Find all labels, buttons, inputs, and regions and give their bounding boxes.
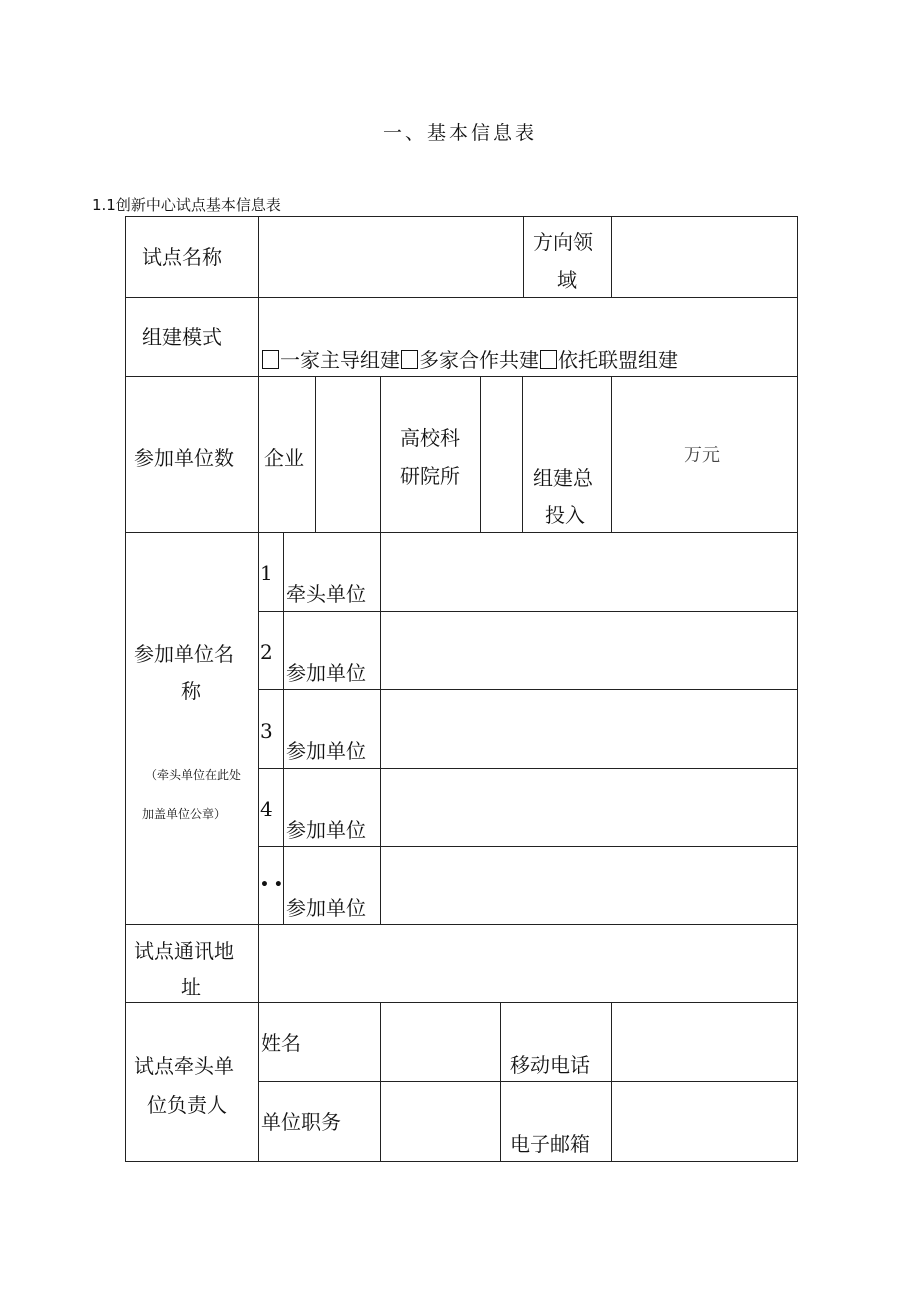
enterprise-count-field[interactable] xyxy=(316,377,380,532)
address-label-line1: 试点通讯地 xyxy=(134,939,234,963)
grid-line xyxy=(283,532,284,924)
checkbox[interactable] xyxy=(262,350,279,369)
build-mode-option-lead[interactable] xyxy=(261,342,400,378)
unit-names-label-line2: 称 xyxy=(181,679,201,703)
unit-row-role: 参加单位 xyxy=(286,818,366,842)
unit-count-label: 参加单位数 xyxy=(134,446,234,470)
unit-row-num: • • xyxy=(260,877,283,893)
unit-row-role: 参加单位 xyxy=(286,739,366,763)
seal-note-line1: （牵头单位在此处 xyxy=(145,768,242,782)
investment-unit: 万元 xyxy=(684,445,720,466)
page-heading: 一、基本信息表 xyxy=(382,122,537,144)
build-mode-label: 组建模式 xyxy=(142,325,222,349)
direction-field[interactable] xyxy=(612,217,797,297)
pilot-name-label: 试点名称 xyxy=(142,245,222,269)
unit-row-field[interactable] xyxy=(381,612,797,689)
option-label: 依托联盟组建 xyxy=(558,348,678,372)
unit-row-role: 牵头单位 xyxy=(286,582,366,606)
unit-row-field[interactable] xyxy=(381,769,797,846)
grid-line xyxy=(500,1002,501,1162)
mobile-field[interactable] xyxy=(612,1003,797,1081)
investment-label-line1: 组建总 xyxy=(533,466,593,490)
option-label: 一家主导组建 xyxy=(280,348,400,372)
unit-row-num: 4 xyxy=(260,797,273,821)
address-field[interactable] xyxy=(259,925,797,1002)
checkbox[interactable] xyxy=(401,350,418,369)
build-mode-options xyxy=(261,342,678,378)
unit-row-num: 3 xyxy=(260,719,273,743)
mobile-label: 移动电话 xyxy=(510,1053,590,1077)
grid-line xyxy=(380,376,381,532)
unit-names-label-line1: 参加单位名 xyxy=(134,642,234,666)
grid-line xyxy=(125,216,126,1162)
address-label-line2: 址 xyxy=(181,975,201,999)
research-count-field[interactable] xyxy=(481,377,522,532)
grid-line xyxy=(797,216,798,1162)
position-label: 单位职务 xyxy=(261,1110,341,1134)
position-field[interactable] xyxy=(381,1082,500,1161)
research-label-line2: 研院所 xyxy=(400,464,460,488)
build-mode-option-cooperate[interactable] xyxy=(400,342,539,378)
grid-line xyxy=(611,376,612,532)
leader-label-line1: 试点牵头单 xyxy=(134,1054,234,1078)
leader-name-label: 姓名 xyxy=(261,1031,301,1055)
unit-row-field[interactable] xyxy=(381,847,797,924)
direction-label-line2: 域 xyxy=(557,268,577,292)
enterprise-label: 企业 xyxy=(264,446,304,470)
grid-line xyxy=(258,216,259,1162)
pilot-info-form xyxy=(125,216,798,1162)
grid-line xyxy=(125,297,798,298)
direction-label-line1: 方向领 xyxy=(533,230,593,254)
email-label: 电子邮箱 xyxy=(510,1132,590,1156)
section-title: 1.1创新中心试点基本信息表 xyxy=(92,196,281,214)
unit-row-role: 参加单位 xyxy=(286,661,366,685)
checkbox[interactable] xyxy=(540,350,557,369)
investment-label-line2: 投入 xyxy=(545,503,585,527)
unit-row-num: 1 xyxy=(260,561,273,585)
leader-name-field[interactable] xyxy=(381,1003,500,1081)
grid-line xyxy=(522,376,523,532)
grid-line xyxy=(523,216,524,297)
unit-row-role: 参加单位 xyxy=(286,896,366,920)
email-field[interactable] xyxy=(612,1082,797,1161)
seal-note-line2: 加盖单位公章） xyxy=(142,807,227,821)
leader-label-line2: 位负责人 xyxy=(147,1093,227,1117)
build-mode-option-alliance[interactable] xyxy=(539,342,678,378)
unit-row-field[interactable] xyxy=(381,690,797,768)
grid-line xyxy=(125,1161,798,1162)
option-label: 多家合作共建 xyxy=(419,348,539,372)
research-label-line1: 高校科 xyxy=(400,426,460,450)
unit-row-field[interactable] xyxy=(381,533,797,611)
pilot-name-field[interactable] xyxy=(259,217,523,297)
unit-row-num: 2 xyxy=(260,640,273,664)
